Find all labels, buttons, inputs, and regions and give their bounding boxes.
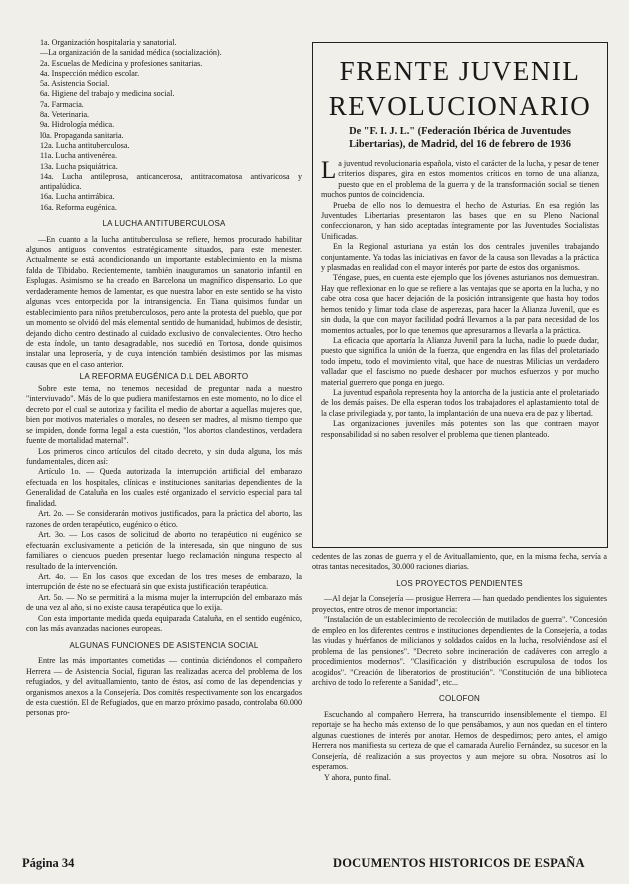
body-paragraph: —Al dejar la Consejería — prosigue Herrera — han quedado pendientes los siguientes proyectos, entre otros de menor importancia: (312, 594, 607, 614)
body-paragraph: Escuchando al compañero Herrera, ha transcurrido insensiblemente el tiempo. El reportaje se ha hecho más extenso de lo que pensábamos, y aun nos quedan en el tintero algunas cuestiones de interés por anotar. Hemos de despedirnos; pero antes, el amigo Herrera nos manifiesta su certeza de que el camarada Aurelio Fernández, su sucesor en la Consejería, dé realización a sus proyectos y aun mejore su obra. Nosotros así lo esperamos. (312, 709, 607, 772)
right-column (312, 552, 607, 783)
body-paragraph: La juventud española representa hoy la antorcha de la justicia ante el proletariado de los demás países. De ella esperan todos los trabajadores el aplastamiento total de la clase privilegiada y, por tanto, la implantación de una nueva era de paz y libertad. (321, 387, 599, 418)
list-item: 13a. Lucha psiquiátrica. (40, 161, 118, 171)
body-paragraph: —En cuanto a la lucha antituberculosa se refiere, hemos procurado habilitar algunos antiguos conventos estratégicamente situados, para este menester. Actualmente se está acondicionando un importante establecimiento en la misma falda de Tibidabo. Recientemente, también inauguramos un sanatorio infantil en Esplugas. Asimismo se ha creado en Barcelona un magnífico dispensario. Lo que verdaderamente hemos de lamentar, es que nuestra labor en este sentido se ha visto algunas vces entorpecida por la intransigencia. En Tiana quisimos fundar un establecimiento para niños pretuberculosos, pero ante la protesta del pueblo, que por un momento se olvidó del más elemental sentido de humanidad, hubimos de desistir, dejando dicho centro destinado al cuidado exclusivo de convalecientes. Otro hecho de esta índole, un tanto desagradable, nos sucedió en Tortosa, donde quisimos instalar una leprosería, y de cuya intención también desistimos por las mismas causas que en el caso anterior. (26, 234, 302, 369)
box-title-line: REVOLUCIONARIO (328, 91, 592, 121)
box-title-line: FRENTE JUVENIL (339, 56, 581, 86)
section-heading: LA LUCHA ANTITUBERCULOSA (102, 219, 226, 229)
section-heading: LOS PROYECTOS PENDIENTES (396, 578, 523, 588)
body-paragraph: La eficacia que aportaría la Alianza Juvenil para la lucha, nadie lo puede dudar, puesto que significa la unión de la fuerza, que engendra en las filas del proletariado todo ímpetu, todo el movimiento vital, que hace de nuestras Milicias un verdadero valladar que el fascismo no puede deshacer por muchos esfuerzos y por mucho material guerrero que ponga en juego. (321, 335, 599, 387)
section-heading: LA REFORMA EUGÉNICA D.L DEL ABORTO (79, 372, 249, 382)
page-number: Página 34 (22, 856, 75, 870)
list-item: 1a. Organización hospitalaria y sanatorial. (40, 38, 177, 47)
body-paragraph: Art. 5o. — No se permitirá a la misma mujer la interrupción del embarazo más de una vez al año, si no existe causa terapéutica que lo exija. (26, 592, 302, 613)
body-paragraph: Y ahora, punto final. (324, 772, 391, 782)
body-paragraph: Los primeros cinco artículos del citado decreto, y sin duda alguna, los más fundamentales, dicen así: (26, 446, 302, 467)
list-item: 6a. Higiene del trabajo y medicina social. (40, 89, 175, 99)
list-item: 16a. Reforma eugénica. (40, 202, 117, 212)
sanitary-sections-list (26, 38, 302, 213)
section-heading: COLOFON (439, 694, 480, 704)
section-heading: ALGUNAS FUNCIONES DE ASISTENCIA SOCIAL (69, 640, 259, 650)
list-item: l0a. Propaganda sanitaria. (40, 130, 124, 140)
frente-juvenil-box (312, 42, 608, 548)
body-paragraph: Las organizaciones juveniles más potentes son las que contraen mayor responsabilidad si no saben resolver el problema que tienen planteado. (321, 419, 599, 439)
body-paragraph: Con esta importante medida queda equiparada Cataluña, en el sentido eugénico, con las más avanzadas naciones europeas. (26, 613, 302, 634)
body-paragraph: Prueba de ello nos lo demuestra el hecho de Asturias. En esa región las Juventudes Libertarias presentaron las bases que en su Pleno Nacional confeccionaron, y han sido aceptadas íntegramente por las Juventudes Socialistas Unificadas. (321, 200, 599, 241)
list-item: 9a. Hidrología médica. (40, 120, 115, 130)
body-paragraph: Art. 3o. — Los casos de solicitud de aborto no terapéutico ni eugénico se efectuarán exclusivamente a petición de la interesada, sin que ninguno de sus familiares o ciencuos pueden presentar luego reclamación ninguna respecto al resultado de la intervención. (26, 530, 302, 571)
list-item: 16a. Lucha antirrábica. (40, 192, 115, 202)
box-subtitle: De "F. I. J. L." (Federación Ibérica de Juventudes Libertarias), de Madrid, del 16 de febrero de 1936 (349, 126, 571, 150)
body-paragraph: Téngase, pues, en cuenta este ejemplo que los jóvenes asturianos nos demuestran. Hay que reflexionar en lo que se refiere a las ventajas que se aporta en la lucha, y no cabe otra cosa que hacer dejación de la posición intransigente que hasta hoy todos hemos tenido y limar toda clase de asperezas, para hacer la Alianza Juvenil, que es sin duda, la que con mayor facilidad podrá llevarnos a la par para necesidad de los momentos actuales, por lo que tenemos que apresurarnos a llevarla a la práctica. (321, 273, 599, 335)
body-paragraph: En la Regional asturiana ya están los dos centrales juveniles trabajando conjuntamente. Ya todas las iniciativas en favor de la causa son llevadas a la práctica y plasmadas en realidad con el mayor interés por parte de estos dos organismos. (321, 242, 599, 273)
list-item: 8a. Veterinaria. (40, 110, 90, 120)
list-item: —La organización de la sanidad médica (socialización). (40, 48, 222, 58)
list-item: 5a. Asistencia Social. (40, 79, 110, 89)
body-paragraph: "Instalación de un establecimiento de recolección de mutilados de guerra". "Concesión de empleo en los diferentes centros e instituciones dependientes de la Consejería, a todas las viudas y huérfanos de milicianos y soldados caídos en la lucha, resolviéndose así el problema de las pensiones". "Decreto sobre incineración de cadáveres con arreglo a procedimientos modernos". "Clasificación y distribución escrupulosa de todos los acogidos". "Creación de liberatorios de prostitución". "Constitución de una biblioteca archivo de todo lo referente a Sanidad", etc... (312, 615, 607, 687)
body-paragraph: Artículo 1o. — Queda autorizada la interrupción artificial del embarazo efectuada en los hospitales, clínicas e instituciones sanitarias dependientes de la Generalidad de Cataluña en los cuales esté organizado el servicio especial para tal finalidad. (26, 467, 302, 508)
list-item: 4a. Inspección médico escolar. (40, 68, 140, 78)
body-paragraph: Sobre este tema, no tenemos necesidad de preguntar nada a nuestro "interviuvado". Más de lo que pudiera manifestarnos en este momento, no lo dice el decreto por el cual se autoriza y facilita el medio de abortar a aquellas mujeres que, bien por motivos materiales o morales, no deseen ser madres, al mismo tiempo que se impiden, donde forma legal a esta cuestión, "los abortos clandestinos, verdadera fuente de mortalidad maternal". (26, 383, 302, 446)
body-paragraph: cedentes de las zonas de guerra y el de Avituallamiento, que, en la misma fecha, servía a otras tantas necesitados, 30.000 raciones diarias. (312, 552, 607, 572)
list-item: 7a. Farmacia. (40, 99, 84, 109)
left-column (26, 38, 302, 719)
drop-cap: L (321, 157, 337, 184)
body-paragraph: La juventud revolucionaria española, visto el carácter de la lucha, y pesar de tener criterios dispares, gira en estos momentos críticos en torno de una alianza, puesto que en el problema de la guerra y de la transformación social se tienen muchos puntos de coincidencia. (321, 157, 599, 200)
body-paragraph: Entre las más importantes cometidas — continúa diciéndonos el compañero Herrera — de Asistencia Social, figuran las realizadas acerca del problema de los refugiados, y del avituallamiento, tanto de éstos, así como de las dependencias y organismos anexos a la Consejería. Dos comités respectivamente son los encargados de esta cuestión. El de Refugiados, que en marzo próximo pasado, controlaba 60.000 personas pro- (26, 656, 302, 718)
list-item: 11a. Lucha antivenérea. (40, 151, 117, 161)
body-paragraph: Art. 4o. — En los casos que excedan de los tres meses de embarazo, la interrupción de éste no se efectuará sin que exista justificación terapéutica. (26, 572, 302, 592)
list-item: 14a. Lucha antileprosa, anticancerosa, antitracomatosa antivaricosa y antipalúdica. (40, 171, 302, 192)
publication-title: DOCUMENTOS HISTORICOS DE ESPAÑA (333, 856, 585, 870)
body-paragraph: Art. 2o. — Se considerarán motivos justificados, para la práctica del aborto, las razones de orden terapéutico, eugénico o ético. (26, 509, 302, 529)
list-item: 2a. Escuelas de Medicina y profesiones sanitarias. (40, 58, 203, 68)
list-item: 12a. Lucha antituberculosa. (40, 140, 130, 150)
